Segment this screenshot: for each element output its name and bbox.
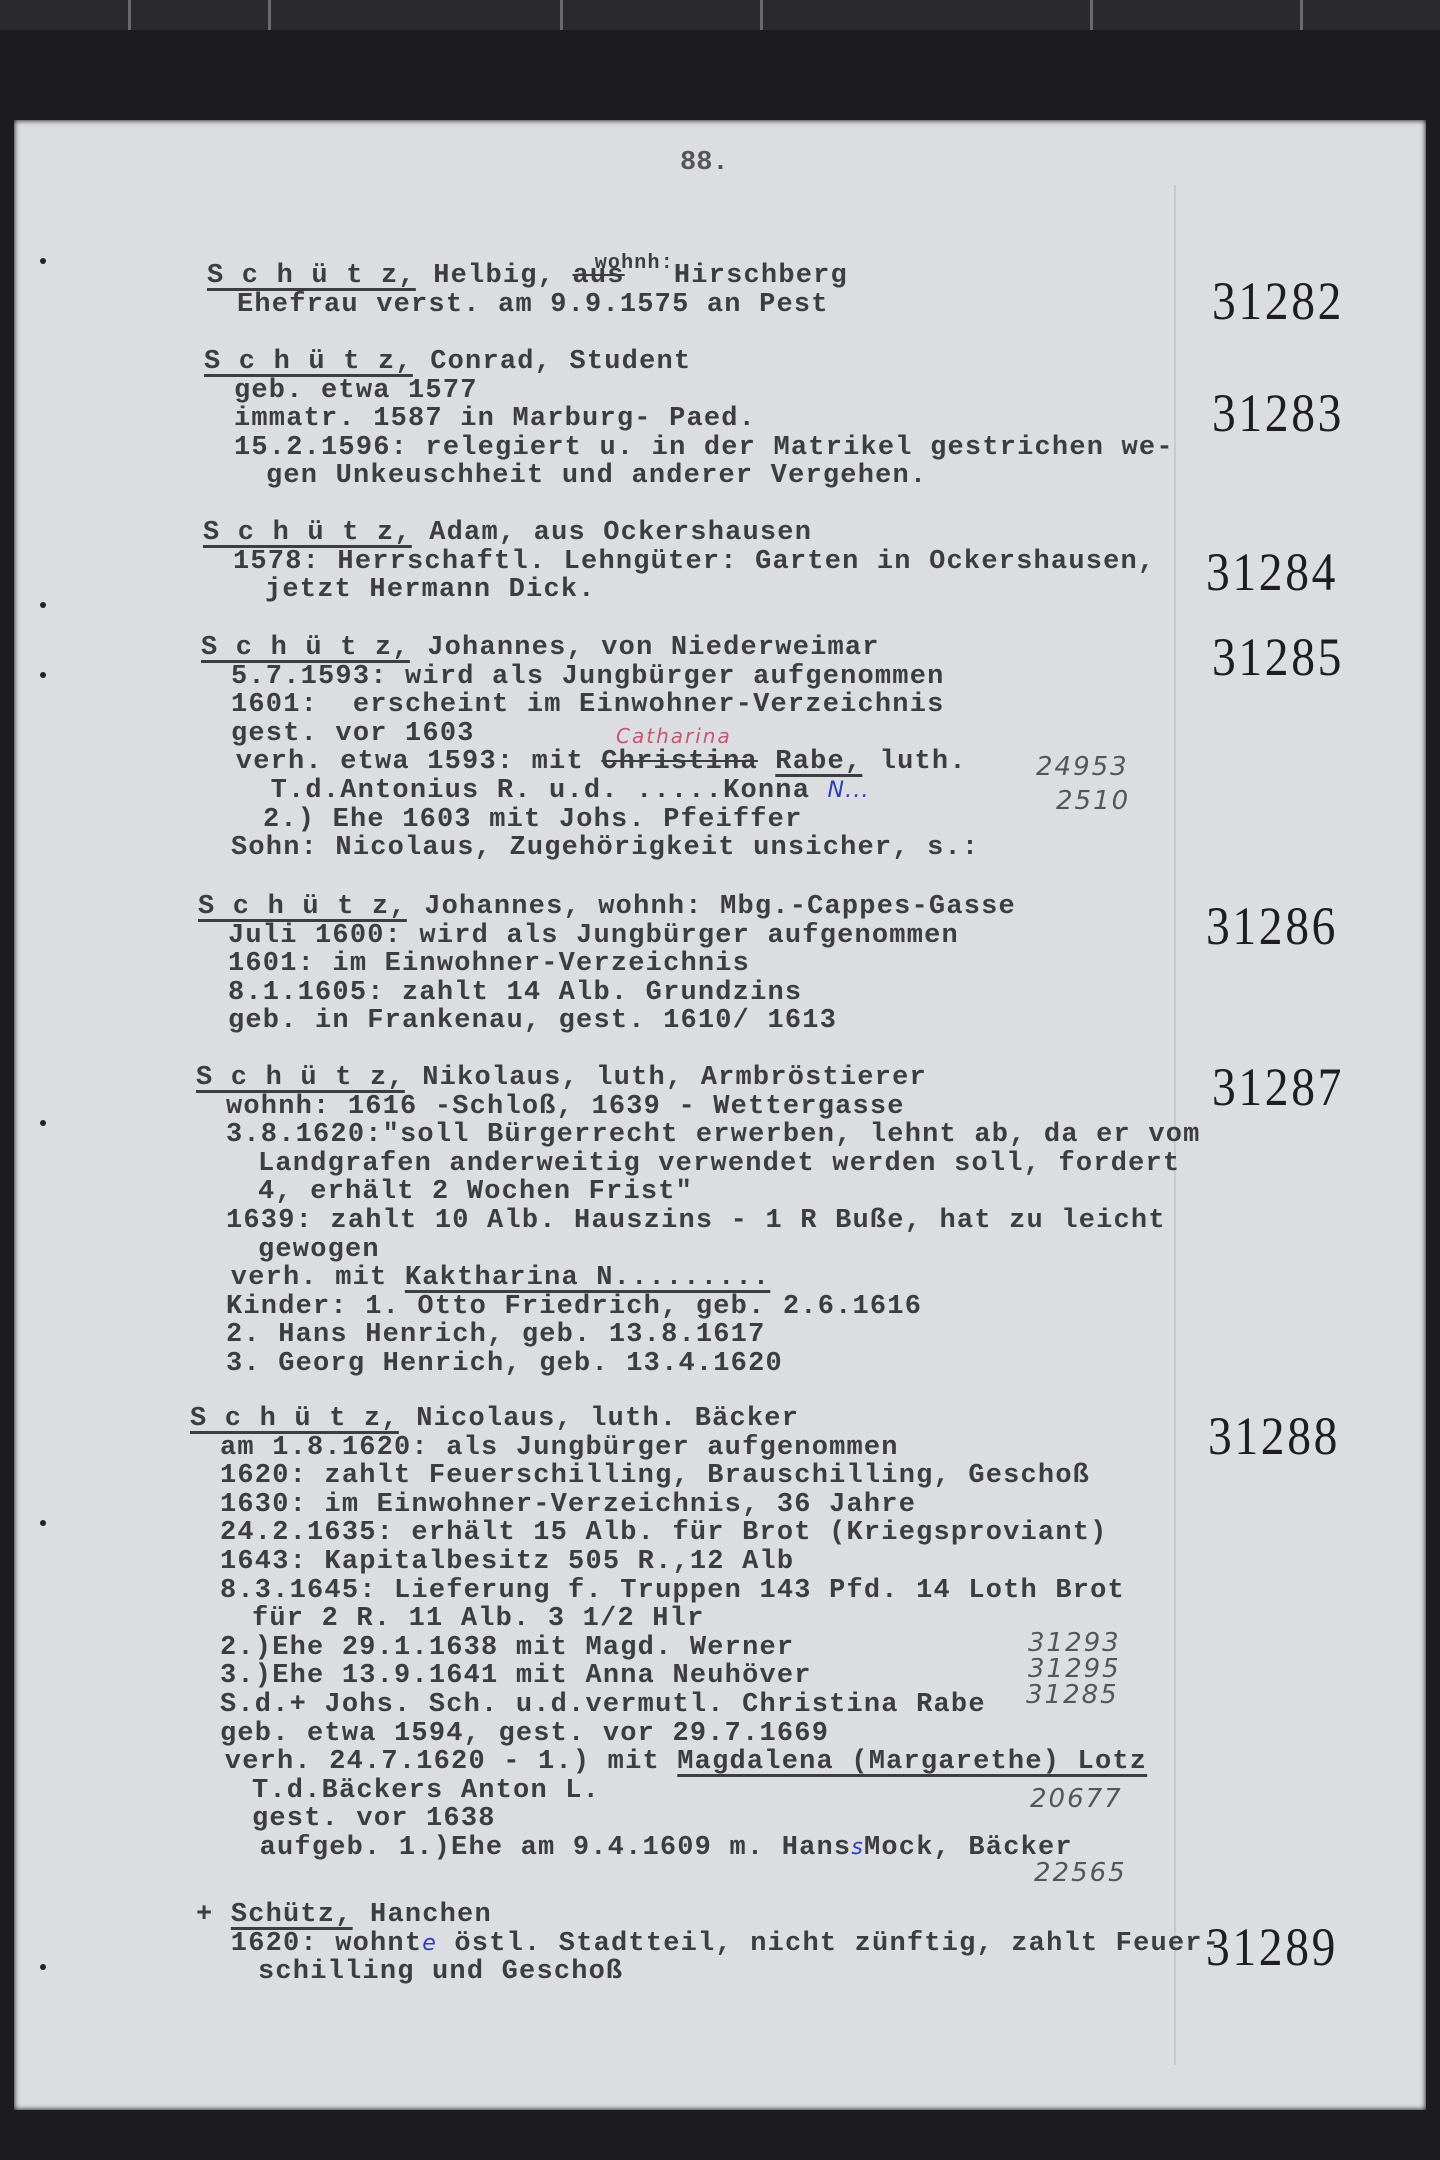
entry-line: T.d.Bäckers Anton L. xyxy=(252,1775,601,1806)
text-segment: luth. xyxy=(862,747,967,778)
entry-line: 1639: zahlt 10 Alb. Hauszins - 1 R Buße, hat zu leicht xyxy=(226,1205,1166,1236)
entry-line: 1601: im Einwohner-Verzeichnis xyxy=(228,949,751,980)
handwritten-ref: 31293 xyxy=(1028,1628,1121,1658)
handwritten-correction: s xyxy=(851,1834,864,1860)
entry-line: 8.3.1645: Lieferung f. Truppen 143 Pfd. 14 Loth Brot xyxy=(220,1575,1125,1606)
text-segment xyxy=(758,747,775,777)
entry-line: 1601: erscheint im Einwohner-Verzeichnis xyxy=(231,690,945,721)
text-segment: aufgeb. 1.)Ehe am 9.4.1609 m. Hans xyxy=(190,1832,852,1863)
punch-mark xyxy=(40,672,46,678)
entry-line xyxy=(190,1748,1147,1777)
underlined-name: S c h ü t z, xyxy=(204,347,413,377)
register-entry xyxy=(203,519,1155,605)
entry-line xyxy=(201,748,979,777)
entry-line: jetzt Hermann Dick. xyxy=(265,575,596,606)
handwritten-correction: e xyxy=(422,1930,437,1956)
text-segment: + xyxy=(196,1900,231,1930)
entry-number: 31287 xyxy=(1212,1057,1344,1117)
text-segment: Mock, Bäcker xyxy=(863,1832,1073,1863)
entry-line: S.d.+ Johs. Sch. u.d.vermutl. Christina Rabe xyxy=(220,1689,986,1720)
entry-line: für 2 R. 11 Alb. 3 1/2 Hlr xyxy=(252,1604,705,1635)
entry-number: 31285 xyxy=(1212,627,1344,687)
text-segment: Helbig, xyxy=(415,261,573,291)
entry-line: wohnh: 1616 -Schloß, 1639 - Wettergasse xyxy=(226,1091,905,1122)
entry-line: 1643: Kapitalbesitz 505 R.,12 Alb xyxy=(220,1546,795,1577)
register-entry xyxy=(196,1901,1220,1987)
entry-heading xyxy=(196,1064,1201,1093)
entry-number: 31286 xyxy=(1206,896,1338,956)
handwritten-ref: 2510 xyxy=(1056,786,1131,816)
handwritten-ref: 31295 xyxy=(1028,1654,1121,1684)
entry-line: geb. etwa 1577 xyxy=(234,375,478,406)
underlined-name: S c h ü t z, xyxy=(201,633,410,663)
underlined-name: Schütz, xyxy=(230,1900,353,1930)
entry-heading xyxy=(198,893,1016,922)
text-segment: Adam, aus Ockershausen xyxy=(411,518,813,548)
entry-number: 31284 xyxy=(1206,542,1338,602)
entry-line: 2.)Ehe 29.1.1638 mit Magd. Werner xyxy=(220,1632,795,1663)
entry-line: am 1.8.1620: als Jungbürger aufgenommen xyxy=(220,1432,899,1463)
register-entry xyxy=(207,252,848,320)
underlined-name: S c h ü t z, xyxy=(190,1404,399,1434)
entry-line: Landgrafen anderweitig verwendet werden soll, fordert xyxy=(258,1148,1181,1179)
underlined-name: S c h ü t z, xyxy=(203,518,412,548)
handwritten-ref: 20677 xyxy=(1030,1784,1123,1814)
entry-line: 1620: zahlt Feuerschilling, Brauschilling, Geschoß xyxy=(220,1461,1091,1492)
entry-line xyxy=(196,1930,1220,1959)
text-segment: Johannes, wohnh: Mbg.-Cappes-Gasse xyxy=(406,892,1016,922)
punch-mark xyxy=(40,602,46,608)
register-entry xyxy=(198,893,1016,1036)
text-segment: verh. etwa 1593: mit xyxy=(201,747,602,778)
text-segment: Johannes, von Niederweimar xyxy=(409,633,880,663)
entry-number: 31283 xyxy=(1212,383,1344,443)
register-entry xyxy=(204,348,1174,491)
handwritten-note: Catharina xyxy=(616,724,732,748)
entry-line: schilling und Geschoß xyxy=(258,1957,624,1988)
text-segment: 1620: wohnt xyxy=(196,1928,423,1959)
text-segment: verh. 24.7.1620 - 1.) mit xyxy=(190,1747,678,1778)
entry-line: 3.8.1620:"soll Bürgerrecht erwerben, lehnt ab, da er vom xyxy=(226,1120,1201,1151)
entry-heading xyxy=(196,1901,1220,1930)
entry-line: 2.) Ehe 1603 mit Johs. Pfeiffer xyxy=(263,804,803,835)
underlined-name: S c h ü t z, xyxy=(207,261,416,291)
register-entry xyxy=(201,634,979,863)
entry-line: 4, erhält 2 Wochen Frist" xyxy=(258,1177,694,1208)
text-segment: Nikolaus, luth, Armbröstierer xyxy=(404,1063,927,1093)
entry-line: Juli 1600: wird als Jungbürger aufgenommen xyxy=(228,920,959,951)
entry-heading xyxy=(190,1405,1147,1434)
entry-line: gewogen xyxy=(258,1234,380,1265)
text-segment: aus xyxy=(572,261,625,291)
entry-line: 15.2.1596: relegiert u. in der Matrikel gestrichen we- xyxy=(234,432,1174,463)
entry-line: Kinder: 1. Otto Friedrich, geb. 2.6.1616 xyxy=(226,1291,923,1322)
register-entry xyxy=(190,1405,1147,1863)
underlined-name: Kaktharina N......... xyxy=(404,1263,771,1294)
punch-mark xyxy=(40,1520,46,1526)
entry-line: 8.1.1605: zahlt 14 Alb. Grundzins xyxy=(228,977,803,1008)
text-segment: verh. mit xyxy=(196,1263,405,1294)
punch-mark xyxy=(40,258,46,264)
entry-line: 1630: im Einwohner-Verzeichnis, 36 Jahre xyxy=(220,1489,917,1520)
entry-heading xyxy=(204,348,1174,377)
entry-line: immatr. 1587 in Marburg- Paed. xyxy=(234,404,757,435)
entry-line: gen Unkeuschheit und anderer Vergehen. xyxy=(266,461,928,492)
entry-line: 3.)Ehe 13.9.1641 mit Anna Neuhöver xyxy=(220,1661,812,1692)
entry-line: 1578: Herrschaftl. Lehngüter: Garten in Ockershausen, xyxy=(233,546,1156,577)
entry-line: geb. etwa 1594, gest. vor 29.7.1669 xyxy=(220,1718,830,1749)
text-segment: T.d.Antonius R. u.d. .....Konna xyxy=(201,775,828,806)
entry-heading xyxy=(203,519,1155,548)
entry-number: 31282 xyxy=(1212,271,1344,331)
entry-heading xyxy=(207,252,848,291)
text-segment: Christina xyxy=(601,747,758,778)
text-segment: Hanchen xyxy=(352,1900,492,1930)
text-segment: östl. Stadtteil, nicht zünftig, zahlt Feuer- xyxy=(436,1928,1221,1959)
text-segment: Hirschberg xyxy=(673,261,848,291)
entry-line: 5.7.1593: wird als Jungbürger aufgenommen xyxy=(231,661,945,692)
underlined-name: S c h ü t z, xyxy=(198,892,407,922)
underlined-name: Magdalena (Margarethe) Lotz xyxy=(677,1747,1148,1778)
text-segment: wohnh: xyxy=(594,252,674,275)
handwritten-ref: 31285 xyxy=(1026,1680,1119,1710)
handwritten-ref: 24953 xyxy=(1036,752,1129,782)
entry-heading xyxy=(201,634,979,663)
handwritten-correction: N... xyxy=(827,777,870,803)
register-entry xyxy=(196,1064,1201,1379)
entry-line xyxy=(201,777,979,806)
entry-line: gest. vor 1603 xyxy=(231,718,475,749)
page-number: 88. xyxy=(680,148,729,178)
entry-line xyxy=(196,1264,1201,1293)
entry-line: 24.2.1635: erhält 15 Alb. für Brot (Kriegsproviant) xyxy=(220,1518,1108,1549)
scanner-edge xyxy=(0,0,1440,30)
underlined-name: S c h ü t z, xyxy=(196,1063,405,1093)
punch-mark xyxy=(40,1120,46,1126)
entry-line: Sohn: Nicolaus, Zugehörigkeit unsicher, s.: xyxy=(231,833,980,864)
text-segment: Conrad, Student xyxy=(412,347,692,377)
underlined-name: Rabe, xyxy=(775,747,863,778)
entry-number: 31288 xyxy=(1208,1406,1340,1466)
entry-line: 2. Hans Henrich, geb. 13.8.1617 xyxy=(226,1320,766,1351)
text-segment: Nicolaus, luth. Bäcker xyxy=(398,1404,800,1434)
entry-number: 31289 xyxy=(1206,1917,1338,1977)
entry-line xyxy=(190,1834,1147,1863)
handwritten-ref: 22565 xyxy=(1034,1858,1127,1888)
entry-line: Ehefrau verst. am 9.9.1575 an Pest xyxy=(237,289,829,320)
entry-line: gest. vor 1638 xyxy=(252,1804,496,1835)
punch-mark xyxy=(40,1964,46,1970)
entry-line: geb. in Frankenau, gest. 1610/ 1613 xyxy=(228,1006,838,1037)
entry-line: 3. Georg Henrich, geb. 13.4.1620 xyxy=(226,1348,783,1379)
